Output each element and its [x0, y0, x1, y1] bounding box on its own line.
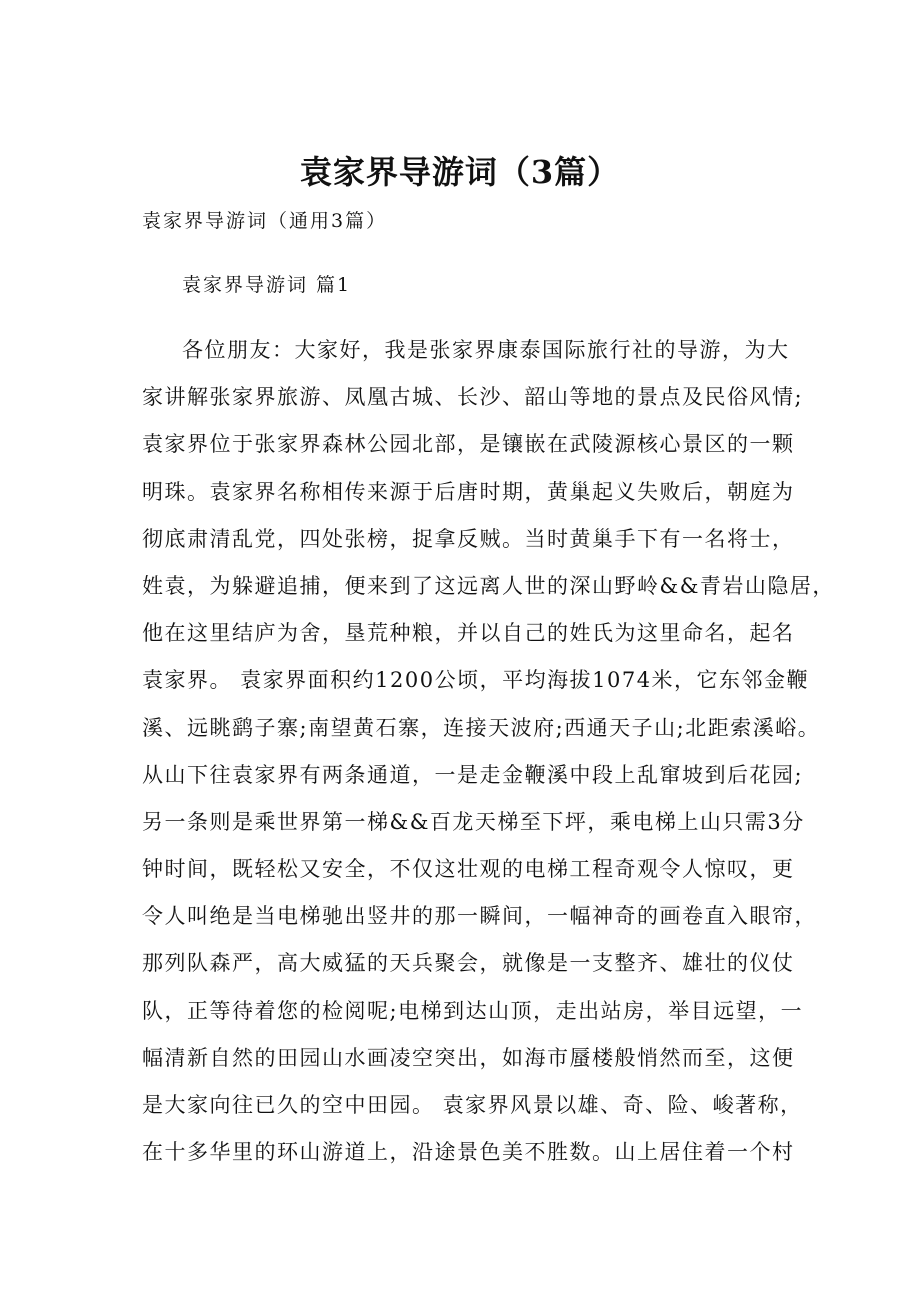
body-line: 袁家界。 袁家界面积约1200公顷，平均海拔1074米，它东邻金鞭: [142, 668, 810, 693]
body-text: [142, 333, 835, 1182]
body-line: 袁家界位于张家界森林公园北部，是镶嵌在武陵源核心景区的一颗: [142, 432, 795, 457]
document-title: 袁家界导游词（3篇）: [299, 153, 621, 191]
body-line: 另一条则是乘世界第一梯&&百龙天梯至下坪，乘电梯上山只需3分: [142, 809, 805, 834]
body-line: 他在这里结庐为舍，垦荒种粮，并以自己的姓氏为这里命名，起名: [142, 621, 795, 646]
body-line: 队，正等待着您的检阅呢;电梯到达山顶，走出站房，举目远望，一: [142, 998, 804, 1023]
body-line: 彻底肃清乱党，四处张榜，捉拿反贼。当时黄巢手下有一名将士，: [142, 526, 795, 551]
body-line: 令人叫绝是当电梯驰出竖井的那一瞬间，一幅神奇的画卷直入眼帘，: [142, 904, 817, 929]
body-line: 家讲解张家界旅游、凤凰古城、长沙、韶山等地的景点及民俗风情;: [142, 385, 804, 410]
section-heading: 袁家界导游词 篇1: [182, 274, 352, 296]
body-line: 溪、远眺鹞子寨;南望黄石寨，连接天波府;西通天子山;北距索溪峪。: [142, 715, 821, 740]
body-line: 从山下往袁家界有两条通道，一是走金鞭溪中段上乱窜坡到后花园;: [142, 762, 804, 787]
body-line: 明珠。袁家界名称相传来源于后唐时期，黄巢起义失败后，朝庭为: [142, 479, 795, 504]
body-line: 在十多华里的环山游道上，沿途景色美不胜数。山上居住着一个村: [142, 1140, 795, 1165]
body-line: 姓袁，为躲避追捕，便来到了这远离人世的深山野岭&&青岩山隐居，: [142, 573, 835, 598]
body-line: 幅清新自然的田园山水画凌空突出，如海市蜃楼般悄然而至，这便: [142, 1045, 795, 1070]
document-subtitle: 袁家界导游词（通用3篇）: [142, 210, 388, 232]
body-line: 是大家向往已久的空中田园。 袁家界风景以雄、奇、险、峻著称，: [142, 1093, 803, 1117]
body-line: 钟时间，既轻松又安全，不仅这壮观的电梯工程奇观令人惊叹，更: [142, 857, 795, 882]
body-line: 那列队森严，高大威猛的天兵聚会，就像是一支整齐、雄壮的仪仗: [142, 951, 795, 976]
body-line: 各位朋友：大家好，我是张家界康泰国际旅行社的导游，为大: [182, 338, 790, 362]
